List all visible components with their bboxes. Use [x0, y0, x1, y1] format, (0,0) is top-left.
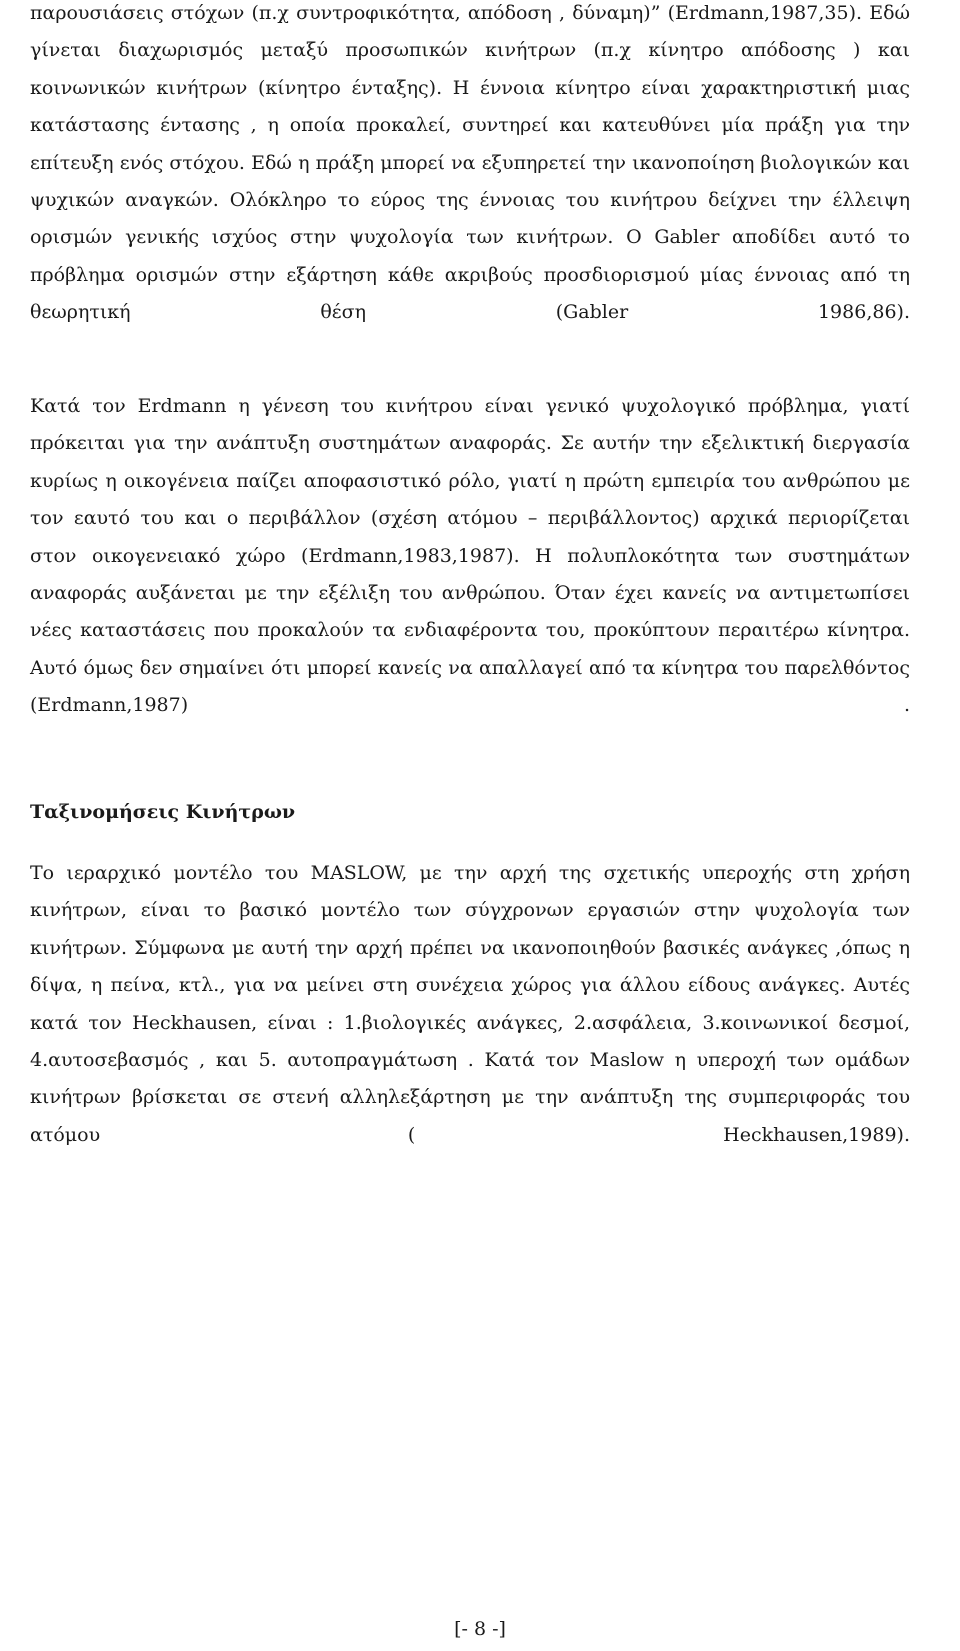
paragraph-motive-definition: παρουσιάσεις στόχων (π.χ συντροφικότητα, απόδοση , δύναμη)” (Erdmann,1987,35). Εδώ γίνεται διαχωρισμός μεταξύ προσωπικών κινήτρων (π.χ κίνητρο απόδοσης ) και κοινωνικών κινήτρων (κίνητρο ένταξης). Η έννοια κίνητρο είναι χαρακτηριστική μιας κατάστασης έντασης , η οποία προκαλεί, συντηρεί και κατευθύνει μία πράξη για την επίτευξη ενός στόχου. Εδώ η πράξη μπορεί να εξυπηρετεί την ικανοποίηση βιολογικών και ψυχικών αναγκών. Ολόκληρο το εύρος της έννοιας του κινήτρου δείχνει την έλλειψη ορισμών γενικής ισχύος στην ψυχολογία των κινήτρων. Ο Gabler αποδίδει αυτό το πρόβλημα ορισμών στην εξάρτηση κάθε ακριβούς προσδιορισμού μίας έννοιας από τη θεωρητική θέση (Gabler 1986,86).: [30, 2, 910, 324]
section-heading: Ταξινομήσεις Κινήτρων: [30, 801, 296, 823]
paragraph-maslow-model: Το ιεραρχικό μοντέλο του MASLOW, με την αρχή της σχετικής υπεροχής στη χρήση κινήτρων, είναι το βασικό μοντέλο των σύγχρονων εργασιών στην ψυχολογία των κινήτρων. Σύμφωνα με αυτή την αρχή πρέπει να ικανοποιηθούν βασικές ανάγκες ,όπως η δίψα, η πείνα, κτλ., για να μείνει στη συνέχεια χώρος για άλλου είδους ανάγκες. Αυτές κατά τον Heckhausen, είναι : 1.βιολογικές ανάγκες, 2.ασφάλεια, 3.κοινωνικοί δεσμοί, 4.αυτοσεβασμός , και 5. αυτοπραγμάτωση . Κατά τον Maslow η υπεροχή των ομάδων κινήτρων βρίσκεται σε στενή αλληλεξάρτηση με την ανάπτυξη της συμπεριφοράς του ατόμου ( Heckhausen,1989).: [30, 862, 910, 1146]
paragraph-motive-genesis: Κατά τον Erdmann η γένεση του κινήτρου είναι γενικό ψυχολογικό πρόβλημα, γιατί πρόκειται για την ανάπτυξη συστημάτων αναφοράς. Σε αυτήν την εξελικτική διεργασία κυρίως η οικογένεια παίζει αποφασιστικό ρόλο, γιατί η πρώτη εμπειρία του ανθρώπου με τον εαυτό του και ο περιβάλλον (σχέση ατόμου – περιβάλλοντος) αρχικά περιορίζεται στον οικογενειακό χώρο (Erdmann,1983,1987). Η πολυπλοκότητα των συστημάτων αναφοράς αυξάνεται με την εξέλιξη του ανθρώπου. Όταν έχει κανείς να αντιμετωπίσει νέες καταστάσεις που προκαλούν τα ενδιαφέροντα του, προκύπτουν περαιτέρω κίνητρα. Αυτό όμως δεν σημαίνει ότι μπορεί κανείς να απαλλαγεί από τα κίνητρα του παρελθόντος (Erdmann,1987) .: [30, 395, 910, 717]
page-number: [- 8 -]: [454, 1618, 506, 1640]
